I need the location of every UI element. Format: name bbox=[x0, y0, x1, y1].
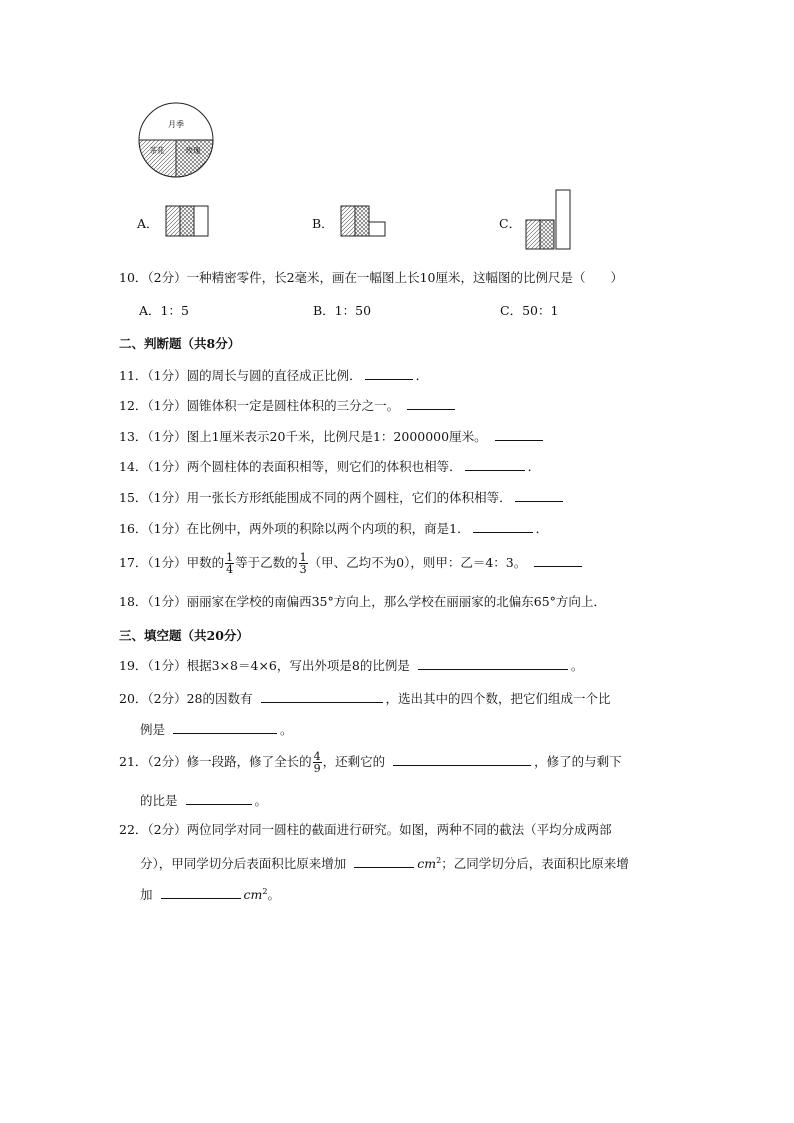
answer-blank[interactable] bbox=[465, 457, 525, 471]
answer-blank[interactable] bbox=[534, 553, 582, 567]
question-20-continued: 例是 。 bbox=[140, 722, 293, 737]
answer-blank[interactable] bbox=[407, 396, 455, 410]
question-11: 11．（1分）圆的周长与圆的直径成正比例． ． bbox=[119, 368, 429, 383]
question-14: 14．（1分）两个圆柱体的表面积相等，则它们的体积也相等． ． bbox=[119, 459, 541, 474]
q9-option-a-label: A． bbox=[137, 216, 159, 231]
answer-blank[interactable] bbox=[495, 427, 543, 441]
answer-blank[interactable] bbox=[393, 752, 531, 766]
answer-blank[interactable] bbox=[161, 885, 241, 899]
q10-option-c: C．50：1 bbox=[500, 303, 559, 318]
answer-blank[interactable] bbox=[186, 791, 252, 805]
question-22: 22．（2分）两位同学对同一圆柱的截面进行研究。如图，两种不同的截法（平均分成两部 bbox=[119, 822, 612, 837]
fraction-four-ninths: $\frac{4}{9}$ bbox=[313, 750, 321, 775]
question-16: 16．（1分）在比例中，两外项的积除以两个内项的积，商是1． ． bbox=[119, 521, 549, 536]
question-13: 13．（1分）图上1厘米表示20千米，比例尺是1：2000000厘米。 bbox=[119, 427, 546, 445]
q9-option-a-figure bbox=[165, 205, 211, 237]
answer-blank[interactable] bbox=[365, 366, 413, 380]
section-3-title: 三、填空题（共20分） bbox=[119, 628, 249, 643]
question-21-continued: 的比是 。 bbox=[140, 793, 268, 808]
q9-option-b-figure bbox=[340, 205, 388, 237]
answer-blank[interactable] bbox=[261, 689, 383, 703]
question-20: 20．（2分）28的因数有 ，选出其中的四个数，把它们组成一个比 bbox=[119, 691, 611, 706]
fraction-one-third: $\frac{1}{3}$ bbox=[299, 551, 307, 576]
q9-option-b-label: B． bbox=[312, 216, 334, 231]
section-2-title: 二、判断题（共8分） bbox=[119, 336, 241, 351]
q9-option-c-label: C． bbox=[499, 216, 522, 231]
pie-right-label: 玫瑰 bbox=[185, 146, 201, 155]
q9-option-c-figure bbox=[524, 188, 574, 250]
question-10: 10．（2分）一种精密零件，长2毫米，画在一幅图上长10厘米，这幅图的比例尺是（ ） bbox=[119, 270, 623, 285]
answer-blank[interactable] bbox=[515, 488, 563, 502]
question-15: 15．（1分）用一张长方形纸能围成不同的两个圆柱，它们的体积相等． bbox=[119, 488, 566, 506]
question-17: 17．（1分）甲数的 $\frac{1}{4}$ 等于乙数的 $\frac{1}{3}$ （甲、乙均不为0），则甲：乙＝4：3。 bbox=[119, 550, 585, 576]
pie-left-label: 茶花 bbox=[149, 146, 165, 155]
question-22-continued-2: 加 $cm^2$。 bbox=[140, 887, 280, 903]
q10-option-a: A．1：5 bbox=[139, 303, 189, 318]
question-22-continued: 分），甲同学切分后表面积比原来增加 $cm^2$；乙同学切分后，表面积比原来增 bbox=[140, 856, 629, 872]
pie-top-label: 月季 bbox=[168, 120, 184, 129]
answer-blank[interactable] bbox=[173, 720, 277, 734]
answer-blank[interactable] bbox=[418, 656, 568, 670]
pie-chart-figure bbox=[135, 100, 217, 180]
answer-blank[interactable] bbox=[473, 519, 533, 533]
question-19: 19．（1分）根据3×8＝4×6，写出外项是8的比例是 。 bbox=[119, 658, 584, 673]
fraction-one-quarter: $\frac{1}{4}$ bbox=[226, 551, 234, 576]
question-18: 18．（1分）丽丽家在学校的南偏西35°方向上，那么学校在丽丽家的北偏东65°方向上． bbox=[119, 594, 606, 609]
answer-blank[interactable] bbox=[354, 854, 414, 868]
question-12: 12．（1分）圆锥体积一定是圆柱体积的三分之一。 bbox=[119, 396, 458, 414]
question-21: 21．（2分）修一段路，修了全长的 $\frac{4}{9}$ ，还剩它的 ，修了的与剩下 bbox=[119, 750, 622, 775]
q10-option-b: B．1：50 bbox=[313, 303, 372, 318]
